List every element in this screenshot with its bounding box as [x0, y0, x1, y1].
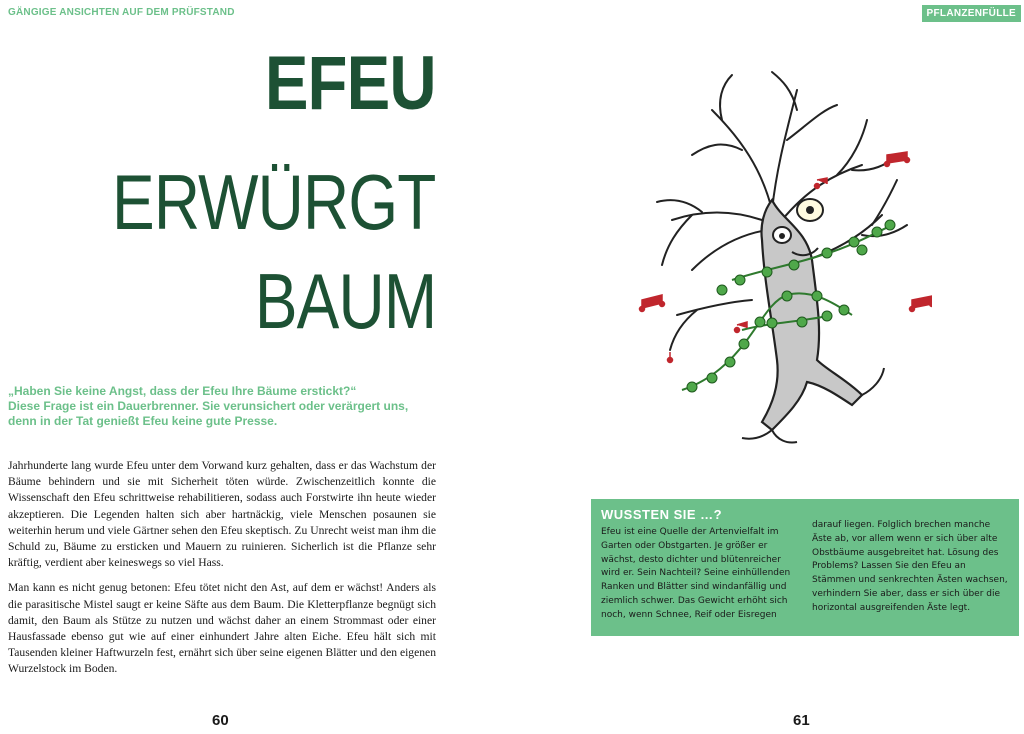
- lead-statement: Diese Frage ist ein Dauerbrenner. Sie verunsichert oder verärgert uns, denn in der Tat genießt Efeu keine gute Presse.: [8, 399, 409, 428]
- tree-ivy-illustration: [622, 60, 932, 450]
- body-paragraph-2: Man kann es nicht genug betonen: Efeu tötet nicht den Ast, auf dem er wächst! Anders als die parasitische Mistel saugt er keine Säfte aus dem Baum. Die Kletterpflanze begnügt sich damit, den Baum als Stütze zu nutzen und wächst daher an einem Strommast oder einer Hausfassade ebenso gut wie auf einer einhundert Jahre alten Eiche. Efeu hält sich mit Tausenden kleiner Haftwurzeln fest, ernährt sich über seine eigenen Blätter und den eigenen Wurzelstock im Boden.: [8, 581, 436, 676]
- title-line-2: ERWÜRGT: [112, 158, 436, 246]
- lead-question: „Haben Sie keine Angst, dass der Efeu Ihre Bäume erstickt?“: [8, 384, 357, 398]
- running-head: GÄNGIGE ANSICHTEN AUF DEM PRÜFSTAND: [8, 7, 235, 18]
- lead-paragraph: [8, 384, 428, 429]
- body-paragraph-1: Jahrhunderte lang wurde Efeu unter dem Vorwand kurz gehalten, dass er das Wachstum der Bäume behindern und sie mit Sicherheit töten würde. Zwischenzeitlich konnte die Wissenschaft den Efeu schrittweise rehabilitieren, sodass auch Forstwirte ihn heute wieder akzeptieren. Die Legenden halten sich aber hartnäckig, viele Menschen posaunen sie weiterhin herum und viele Gärtner sehen den Efeu skeptisch. Zu Unrecht weist man ihm die Schuld zu, Bäume zu ersticken und Mauern zu ruinieren. Sicherlich ist die Pflanze sehr kräftig, verdient aber keineswegs so viel Hass.: [8, 459, 436, 570]
- infobox-column-1: Efeu ist eine Quelle der Artenvielfalt im Garten oder Obstgarten. Je größer er wächst, desto dichter und blütenreicher wird er. Sein Nachteil? Seine einhüllenden Ranken und Blätter sind windanfällig und ziemlich schwer. Das Gewicht erhöht sich noch, wenn Schnee, Reif oder Eisregen: [601, 527, 791, 620]
- section-tag: PFLANZENFÜLLE: [922, 5, 1021, 22]
- page-number-right: 61: [793, 712, 810, 729]
- title-line-3: BAUM: [254, 257, 436, 345]
- did-you-know-box: [591, 499, 1019, 636]
- infobox-column-2: darauf liegen. Folglich brechen manche Äste ab, vor allem wenn er sich über alte Obstbäume ausgebreitet hat. Lösung des Problems? Lassen Sie den Efeu an Stämmen und senkrechten Ästen wachsen, verhindern Sie aber, dass er sich über die horizontal ausgreifenden Äste legt.: [812, 520, 1008, 613]
- title-line-1: EFEU: [265, 41, 436, 126]
- page-number-left: 60: [212, 712, 229, 729]
- body-text: [8, 458, 436, 687]
- infobox-heading: WUSSTEN SIE …?: [601, 507, 723, 522]
- right-page: [512, 0, 1024, 734]
